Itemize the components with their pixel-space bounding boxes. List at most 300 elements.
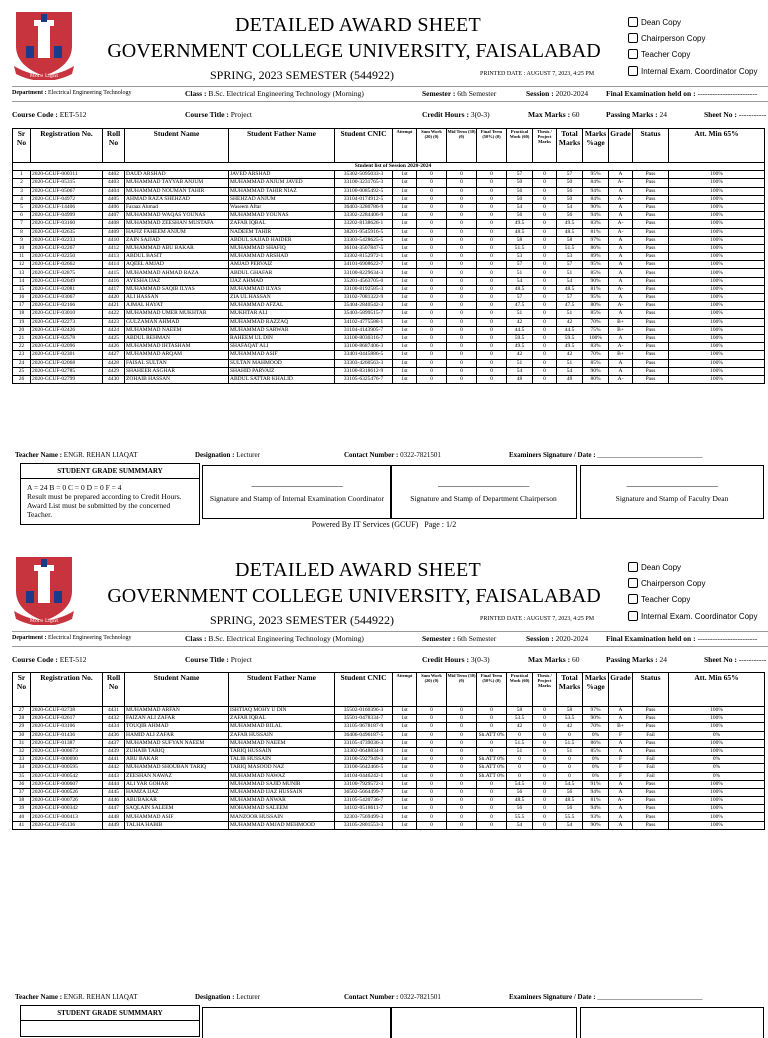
checkbox[interactable]: [628, 611, 638, 621]
cell-practical: 56: [507, 788, 533, 796]
column-header-cnic: Student CNIC: [335, 673, 393, 707]
cell-thesis: 0: [533, 821, 557, 829]
cell-name: MUHAMMAD AHMAD RAZA: [125, 269, 229, 277]
cell-name: MUHAMMAD NOUMAN TAHIR: [125, 187, 229, 195]
cell-thesis: 0: [533, 294, 557, 302]
cell-sr: 37: [13, 788, 31, 796]
cell-father: MUHAMMAD NAWAZ: [229, 772, 335, 780]
cell-roll: 4403: [103, 179, 125, 187]
cell-name: MUHAMMAD ARQAM: [125, 351, 229, 359]
cell-total: 54: [557, 821, 583, 829]
cell-practical: 48.5: [507, 285, 533, 293]
cell-att: 100%: [669, 269, 765, 277]
cell-att: 100%: [669, 277, 765, 285]
cell-final: 0: [477, 187, 507, 195]
column-header-thesis: Thesis / Project Marks: [533, 129, 557, 163]
cell-final: 0: [477, 351, 507, 359]
cell-att: 100%: [669, 747, 765, 755]
cell-thesis: 0: [533, 195, 557, 203]
table-row: [13, 269, 765, 277]
cell-grade: A: [609, 359, 633, 367]
cell-grade: A: [609, 367, 633, 375]
cell-cnic: 35302-5095033-3: [335, 171, 393, 179]
table-row: [13, 294, 765, 302]
examiners-signature: Examiners Signature / Date : ______________________________: [509, 993, 703, 1001]
cell-status: Pass: [633, 294, 669, 302]
cell-name: FAISAL SULTAN: [125, 359, 229, 367]
column-header-cnic: Student CNIC: [335, 129, 393, 163]
cell-status: Pass: [633, 739, 669, 747]
column-header-father: Student Father Name: [229, 129, 335, 163]
cell-name: MUHAMMAD SAQIB ILYAS: [125, 285, 229, 293]
cell-name: GULZAMAN AHMAD: [125, 318, 229, 326]
cell-mid: 0: [447, 203, 477, 211]
column-header-final: Final Term (50%) (0): [477, 129, 507, 163]
cell-att: 100%: [669, 179, 765, 187]
divider: [12, 631, 768, 632]
cell-total: 56: [557, 187, 583, 195]
cell-total: 42: [557, 723, 583, 731]
cell-sr: 18: [13, 310, 31, 318]
table-row: [13, 375, 765, 383]
column-header-name: Student Name: [125, 673, 229, 707]
cell-mid: 0: [447, 367, 477, 375]
student-marks-table: [12, 128, 765, 384]
cell-mid: 0: [447, 285, 477, 293]
cell-roll: 4432: [103, 715, 125, 723]
cell-cnic: 35502-0160396-3: [335, 707, 393, 715]
cell-mid: 0: [447, 244, 477, 252]
cell-attempt: 1st: [393, 302, 417, 310]
cell-att: 100%: [669, 326, 765, 334]
dean-copy-option[interactable]: Dean Copy: [628, 560, 758, 574]
divider: [12, 86, 768, 87]
cell-roll: 4423: [103, 318, 125, 326]
cell-thesis: 0: [533, 764, 557, 772]
cell-name: SAQLAIN SALEEM: [125, 805, 229, 813]
cell-attempt: 1st: [393, 269, 417, 277]
chairperson-copy-option[interactable]: Chairperson Copy: [628, 31, 758, 45]
checkbox[interactable]: [628, 33, 638, 43]
printed-date: PRINTED DATE : AUGUST 7, 2023, 4:25 PM: [480, 616, 595, 622]
cell-roll: 4445: [103, 788, 125, 796]
cell-practical: 56: [507, 212, 533, 220]
cell-roll: 4444: [103, 780, 125, 788]
cell-father: MUHAMMAD RAZZAQ: [229, 318, 335, 326]
cell-thesis: 0: [533, 212, 557, 220]
cell-final: 0: [477, 179, 507, 187]
cell-reg: 2020-GCUF-04999: [31, 212, 103, 220]
table-row: [13, 715, 765, 723]
cell-practical: 59.5: [507, 334, 533, 342]
cell-father: IJAZ AHMAD: [229, 277, 335, 285]
cell-thesis: 0: [533, 788, 557, 796]
cell-final: 0: [477, 253, 507, 261]
cell-mid: 0: [447, 187, 477, 195]
cell-cnic: 33105-2801553-3: [335, 821, 393, 829]
cell-attempt: 1st: [393, 244, 417, 252]
cell-roll: 4428: [103, 359, 125, 367]
cell-sr: 2: [13, 179, 31, 187]
table-row: [13, 187, 765, 195]
column-header-status: Status: [633, 673, 669, 707]
cell-sr: 19: [13, 318, 31, 326]
cell-att: 100%: [669, 805, 765, 813]
cell-father: SHAHID PARVAIZ: [229, 367, 335, 375]
cell-reg: 2020-GCUF-02049: [31, 277, 103, 285]
cell-att: 100%: [669, 310, 765, 318]
cell-status: Fail: [633, 731, 669, 739]
cell-reg: 2020-GCUF-02578: [31, 334, 103, 342]
checkbox[interactable]: [628, 49, 638, 59]
teacher-copy-option[interactable]: Teacher Copy: [628, 47, 758, 61]
cell-sr: 11: [13, 253, 31, 261]
checkbox[interactable]: [628, 562, 638, 572]
cell-father: MOHAMMAD SALEEM: [229, 805, 335, 813]
cell-attempt: 1st: [393, 343, 417, 351]
cell-name: AYESHA IJAZ: [125, 277, 229, 285]
cell-attempt: 1st: [393, 788, 417, 796]
cell-roll: 4405: [103, 195, 125, 203]
cell-status: Fail: [633, 756, 669, 764]
cell-mid: 0: [447, 707, 477, 715]
cell-practical: 53.5: [507, 715, 533, 723]
cell-name: AHMAD RAZA SHEHZAD: [125, 195, 229, 203]
cell-mid: 0: [447, 723, 477, 731]
cell-name: AQEEL AMJAD: [125, 261, 229, 269]
semester-info: Semester : 6th Semester: [422, 89, 497, 98]
table-row: [13, 747, 765, 755]
cell-grade: A: [609, 707, 633, 715]
cell-name: MUHAMMAD TAYYAB ANJUM: [125, 179, 229, 187]
table-row: [13, 772, 765, 780]
cell-status: Fail: [633, 772, 669, 780]
cell-practical: 50: [507, 195, 533, 203]
cell-cnic: 33102-7081322-9: [335, 294, 393, 302]
cell-thesis: 0: [533, 261, 557, 269]
cell-pct: 95%: [583, 171, 609, 179]
cell-father: TARIQ MASOOD NAZ: [229, 764, 335, 772]
course-code-info: Course Code : EET-512: [12, 110, 87, 119]
cell-father: MUHAMMAD NAEEM: [229, 739, 335, 747]
teacher-copy-option[interactable]: Teacher Copy: [628, 592, 758, 606]
cell-final: Sh.ATT 0%: [477, 731, 507, 739]
cell-thesis: 0: [533, 310, 557, 318]
cell-grade: A: [609, 277, 633, 285]
cell-name: FAIZAN ALI ZAFAR: [125, 715, 229, 723]
cell-mid: 0: [447, 212, 477, 220]
cell-thesis: 0: [533, 269, 557, 277]
cell-reg: 2020-GCUF-000595: [31, 764, 103, 772]
cell-total: 56: [557, 788, 583, 796]
cell-grade: A-: [609, 285, 633, 293]
coordinator-copy-option[interactable]: Internal Exam. Coordinator Copy: [628, 64, 758, 78]
cell-total: 0: [557, 764, 583, 772]
cell-grade: A: [609, 212, 633, 220]
cell-mid: 0: [447, 343, 477, 351]
cell-total: 57: [557, 294, 583, 302]
copy-checkboxes: [628, 15, 758, 80]
cell-pct: 85%: [583, 359, 609, 367]
passing-marks-info: Passing Marks : 24: [606, 655, 668, 664]
cell-reg: 2020-GCUF-04972: [31, 195, 103, 203]
cell-total: 58: [557, 236, 583, 244]
column-header-reg: Registration No.: [31, 673, 103, 707]
cell-total: 51: [557, 359, 583, 367]
cell-final: 0: [477, 723, 507, 731]
table-row: [13, 171, 765, 179]
cell-practical: 57: [507, 261, 533, 269]
cell-total: 54.5: [557, 780, 583, 788]
cell-cnic: 33303-4260563-3: [335, 359, 393, 367]
column-header-reg: Registration No.: [31, 129, 103, 163]
cell-total: 48: [557, 375, 583, 383]
final-exam-info: Final Examination held on : ------------------------: [606, 634, 758, 643]
cell-cnic: 33303-5428625-5: [335, 236, 393, 244]
cell-sum: 0: [417, 334, 447, 342]
column-header-grade: Grade: [609, 673, 633, 707]
cell-sum: 0: [417, 788, 447, 796]
cell-pct: 93%: [583, 813, 609, 821]
cell-father: MUHAMMAD AMJAD MEHMOOD: [229, 821, 335, 829]
cell-reg: 2020-GCUF-02426: [31, 326, 103, 334]
cell-attempt: 1st: [393, 310, 417, 318]
cell-cnic: 33105-9678187-9: [335, 723, 393, 731]
cell-sr: 25: [13, 367, 31, 375]
cell-attempt: 1st: [393, 294, 417, 302]
checkbox[interactable]: [628, 594, 638, 604]
cell-mid: 0: [447, 805, 477, 813]
column-header-mid: Mid Term (30) (0): [447, 673, 477, 707]
cell-final: 0: [477, 780, 507, 788]
cell-grade: A: [609, 747, 633, 755]
cell-cnic: 33100-5927949-3: [335, 756, 393, 764]
cell-thesis: 0: [533, 375, 557, 383]
cell-final: 0: [477, 375, 507, 383]
cell-name: MUHAMMAD ABU BAKAR: [125, 244, 229, 252]
cell-attempt: 1st: [393, 253, 417, 261]
cell-father: MUHAMMAD SHAFIQ: [229, 244, 335, 252]
cell-attempt: 1st: [393, 715, 417, 723]
cell-thesis: 0: [533, 715, 557, 723]
cell-name: MUHAMMAD ASIF: [125, 813, 229, 821]
cell-name: TALHA HABIB: [125, 821, 229, 829]
cell-att: 100%: [669, 359, 765, 367]
cell-pct: 90%: [583, 203, 609, 211]
cell-name: MUHAMMAD UMER MUKHTAR: [125, 310, 229, 318]
cell-attempt: 1st: [393, 187, 417, 195]
cell-father: MUHAMMAD TAHIR NIAZ: [229, 187, 335, 195]
cell-sum: 0: [417, 747, 447, 755]
cell-roll: 4425: [103, 334, 125, 342]
cell-att: 100%: [669, 351, 765, 359]
checkbox[interactable]: [628, 17, 638, 27]
cell-father: MUHAMMAD BILAL: [229, 723, 335, 731]
cell-status: Pass: [633, 723, 669, 731]
cell-mid: 0: [447, 813, 477, 821]
cell-final: 0: [477, 821, 507, 829]
cell-practical: 49.5: [507, 343, 533, 351]
cell-roll: 4421: [103, 302, 125, 310]
cell-roll: 4415: [103, 269, 125, 277]
cell-final: 0: [477, 195, 507, 203]
cell-final: 0: [477, 220, 507, 228]
cell-sr: 3: [13, 187, 31, 195]
cell-cnic: 33100-8318612-9: [335, 367, 393, 375]
cell-mid: 0: [447, 739, 477, 747]
column-header-sum: Sum Work (20) (0): [417, 673, 447, 707]
cell-cnic: 35501-0478334-7: [335, 715, 393, 723]
cell-attempt: 1st: [393, 707, 417, 715]
cell-practical: 42: [507, 723, 533, 731]
coordinator-signature-label: Signature and Stamp of Internal Examination Coordinator: [209, 494, 385, 503]
class-info: Class : B.Sc. Electrical Engineering Technology (Morning): [185, 89, 364, 98]
cell-reg: 2020-GCUF-02068: [31, 359, 103, 367]
cell-mid: 0: [447, 731, 477, 739]
cell-grade: A: [609, 780, 633, 788]
cell-sum: 0: [417, 195, 447, 203]
cell-sr: 23: [13, 351, 31, 359]
cell-mid: 0: [447, 334, 477, 342]
cell-practical: 54: [507, 203, 533, 211]
cell-total: 58: [557, 707, 583, 715]
cell-reg: 2020-GCUF-000690: [31, 756, 103, 764]
coordinator-copy-option[interactable]: Internal Exam. Coordinator Copy: [628, 609, 758, 623]
cell-reg: 2020-GCUF-01436: [31, 731, 103, 739]
cell-name: DAUD ARSHAD: [125, 171, 229, 179]
cell-sum: 0: [417, 715, 447, 723]
cell-final: 0: [477, 707, 507, 715]
cell-roll: 4447: [103, 805, 125, 813]
coordinator-signature-box: [202, 1007, 392, 1038]
cell-pct: 85%: [583, 310, 609, 318]
cell-cnic: 35403-5899515-7: [335, 310, 393, 318]
cell-roll: 4448: [103, 813, 125, 821]
cell-sr: 27: [13, 707, 31, 715]
cell-cnic: 33302-8152972-1: [335, 253, 393, 261]
cell-sum: 0: [417, 367, 447, 375]
table-row: [13, 343, 765, 351]
cell-roll: 4443: [103, 772, 125, 780]
cell-father: ISHTIAQ MOHY U DIN: [229, 707, 335, 715]
cell-sum: 0: [417, 236, 447, 244]
cell-status: Pass: [633, 707, 669, 715]
cell-grade: A: [609, 310, 633, 318]
cell-cnic: 36104-3507847-5: [335, 244, 393, 252]
sheet-no-info: Sheet No : -----------: [704, 110, 767, 119]
cell-att: 100%: [669, 244, 765, 252]
cell-status: Pass: [633, 780, 669, 788]
designation: Designation : Lecturer: [195, 993, 260, 1001]
cell-roll: 4426: [103, 343, 125, 351]
cell-sum: 0: [417, 326, 447, 334]
column-header-roll: Roll No: [103, 673, 125, 707]
checkbox[interactable]: [628, 66, 638, 76]
cell-status: Pass: [633, 359, 669, 367]
cell-roll: 4422: [103, 310, 125, 318]
cell-attempt: 1st: [393, 756, 417, 764]
cell-pct: 84%: [583, 179, 609, 187]
cell-reg: 2020-GCUF-02785: [31, 367, 103, 375]
cell-father: SULTAN MAHMOOD: [229, 359, 335, 367]
table-row: [13, 236, 765, 244]
cell-reg: 2020-GCUF-05067: [31, 187, 103, 195]
cell-pct: 90%: [583, 367, 609, 375]
cell-total: 53.5: [557, 715, 583, 723]
cell-reg: 2020-GCUF-000542: [31, 772, 103, 780]
max-marks-info: Max Marks : 60: [528, 110, 580, 119]
cell-total: 56: [557, 212, 583, 220]
cell-mid: 0: [447, 821, 477, 829]
cell-attempt: 1st: [393, 821, 417, 829]
cell-roll: 4431: [103, 707, 125, 715]
cell-roll: 4416: [103, 277, 125, 285]
cell-status: Pass: [633, 310, 669, 318]
cell-practical: 48.5: [507, 228, 533, 236]
cell-mid: 0: [447, 171, 477, 179]
column-header-thesis: Thesis / Project Marks: [533, 673, 557, 707]
semester-title: SPRING, 2023 SEMESTER (544922): [210, 68, 395, 82]
cell-name: MUHAMMAD NAEEM: [125, 326, 229, 334]
cell-sum: 0: [417, 187, 447, 195]
divider: [12, 101, 768, 102]
cell-mid: 0: [447, 253, 477, 261]
column-header-att: Att. Min 65%: [669, 673, 765, 707]
cell-grade: A: [609, 813, 633, 821]
dean-copy-option[interactable]: Dean Copy: [628, 15, 758, 29]
cell-total: 59.5: [557, 334, 583, 342]
cell-father: AMJAD PERVAIZ: [229, 261, 335, 269]
cell-reg: 2020-GCUF-14406: [31, 203, 103, 211]
cell-roll: 4410: [103, 236, 125, 244]
cell-name: MUHAMMAD WAQAS YOUNAS: [125, 212, 229, 220]
cell-sum: 0: [417, 310, 447, 318]
cell-grade: A-: [609, 220, 633, 228]
cell-pct: 0%: [583, 731, 609, 739]
cell-status: Pass: [633, 220, 669, 228]
cell-pct: 84%: [583, 195, 609, 203]
cell-mid: 0: [447, 261, 477, 269]
cell-sr: 15: [13, 285, 31, 293]
cell-sum: 0: [417, 359, 447, 367]
cell-practical: 51: [507, 269, 533, 277]
class-info: Class : B.Sc. Electrical Engineering Technology (Morning): [185, 634, 364, 643]
checkbox[interactable]: [628, 578, 638, 588]
cell-sr: 34: [13, 764, 31, 772]
course-title-info: Course Title : Project: [185, 110, 253, 119]
cell-attempt: 1st: [393, 318, 417, 326]
cell-father: SHAFAQAT ALI: [229, 343, 335, 351]
cell-att: 100%: [669, 821, 765, 829]
cell-thesis: 0: [533, 805, 557, 813]
cell-reg: 2020-GCUF-02301: [31, 351, 103, 359]
cell-total: 0: [557, 772, 583, 780]
cell-thesis: 0: [533, 756, 557, 764]
cell-grade: B+: [609, 326, 633, 334]
column-header-sr: Sr No: [13, 673, 31, 707]
cell-sr: 32: [13, 747, 31, 755]
cell-sr: 35: [13, 772, 31, 780]
cell-status: Pass: [633, 375, 669, 383]
cell-att: 100%: [669, 780, 765, 788]
chairperson-copy-option[interactable]: Chairperson Copy: [628, 576, 758, 590]
cell-cnic: 33100-8030316-7: [335, 334, 393, 342]
cell-reg: 2020-GCUF-02617: [31, 715, 103, 723]
credit-hours-info: Credit Hours : 3(0-3): [422, 655, 490, 664]
cell-total: 50: [557, 195, 583, 203]
cell-roll: 4417: [103, 285, 125, 293]
cell-reg: 2020-GCUF-000413: [31, 813, 103, 821]
